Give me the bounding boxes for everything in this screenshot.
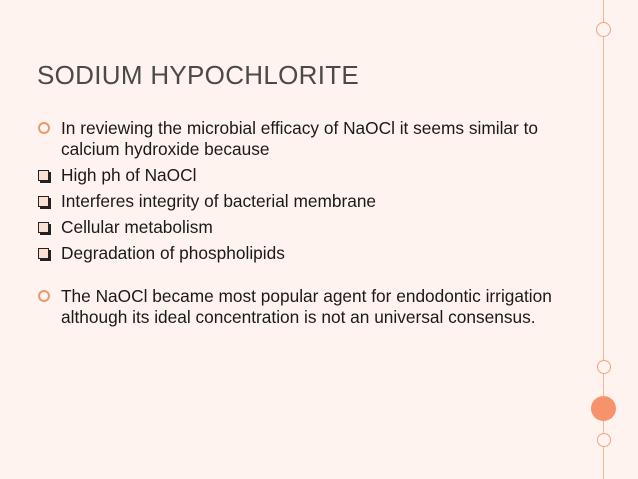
bullet-text: In reviewing the microbial efficacy of NaOCl it seems similar to calcium hydroxide because bbox=[61, 118, 538, 159]
bullet-item bbox=[37, 286, 557, 328]
spacer bbox=[37, 269, 557, 286]
slide-title: SODIUM HYPOCHLORITE bbox=[37, 60, 360, 90]
decorative-circle-small-lower bbox=[597, 433, 611, 447]
decorative-circle-filled bbox=[591, 396, 616, 421]
bullet-item bbox=[37, 118, 557, 160]
decorative-circle-top bbox=[596, 22, 611, 37]
bullet-item bbox=[37, 191, 557, 212]
bullet-item bbox=[37, 243, 557, 264]
ring-bullet-icon bbox=[38, 122, 50, 134]
decorative-circle-small-upper bbox=[597, 360, 611, 374]
bullet-item bbox=[37, 165, 557, 186]
bullet-text: Cellular metabolism bbox=[61, 217, 213, 237]
bullet-item bbox=[37, 217, 557, 238]
checkbox-bullet-icon bbox=[38, 170, 49, 181]
checkbox-bullet-icon bbox=[38, 222, 49, 233]
checkbox-bullet-icon bbox=[38, 196, 49, 207]
bullet-list bbox=[37, 118, 557, 333]
bullet-text: High ph of NaOCl bbox=[61, 165, 197, 185]
checkbox-bullet-icon bbox=[38, 248, 49, 259]
bullet-text: The NaOCl became most popular agent for endodontic irrigation although its ideal concentration is not an universal consensus. bbox=[61, 286, 552, 327]
bullet-text: Interferes integrity of bacterial membrane bbox=[61, 191, 377, 211]
ring-bullet-icon bbox=[38, 290, 50, 302]
bullet-text: Degradation of phospholipids bbox=[61, 243, 285, 263]
